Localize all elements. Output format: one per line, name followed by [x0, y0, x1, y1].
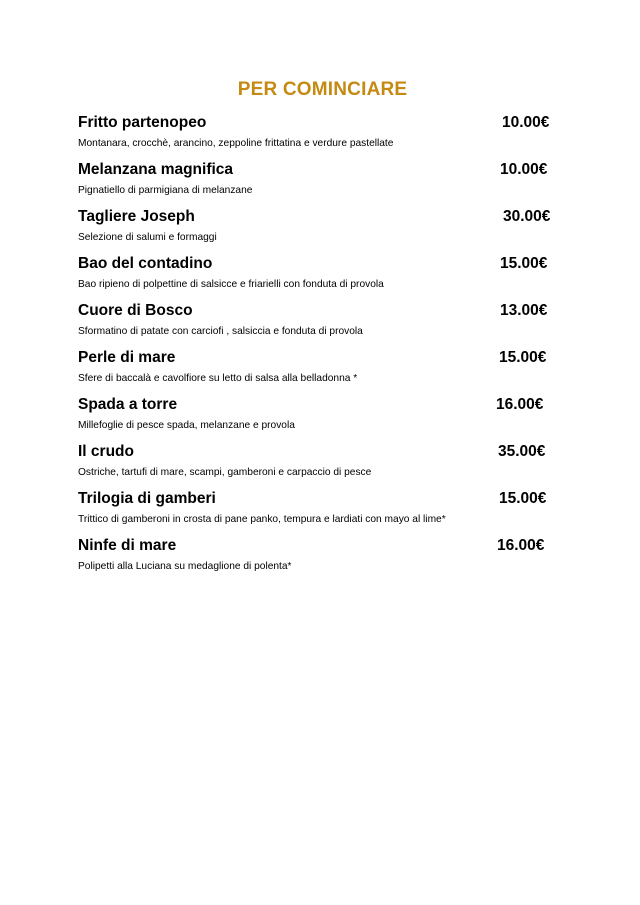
menu-item	[78, 537, 558, 584]
item-name: Tagliere Joseph	[78, 208, 195, 225]
item-description: Polipetti alla Luciana su medaglione di polenta*	[78, 561, 292, 572]
item-price: 15.00€	[499, 490, 547, 507]
menu-item	[78, 490, 558, 537]
item-description: Pignatiello di parmigiana di melanzane	[78, 185, 253, 196]
section-title: PER COMINCIARE	[237, 79, 408, 100]
item-description: Sformatino di patate con carciofi , salsiccia e fonduta di provola	[78, 326, 363, 337]
item-description: Sfere di baccalà e cavolfiore su letto di salsa alla belladonna *	[78, 373, 358, 384]
item-name: Fritto partenopeo	[78, 114, 207, 131]
item-description: Selezione di salumi e formaggi	[78, 232, 217, 243]
item-name: Cuore di Bosco	[78, 302, 193, 319]
item-name: Il crudo	[78, 443, 134, 460]
item-description: Trittico di gamberoni in crosta di pane panko, tempura e lardiati con mayo al lime*	[78, 514, 446, 525]
menu-item	[78, 443, 558, 490]
menu-item	[78, 396, 558, 443]
item-price: 16.00€	[497, 537, 545, 554]
item-description: Ostriche, tartufi di mare, scampi, gamberoni e carpaccio di pesce	[78, 467, 372, 478]
item-name: Perle di mare	[78, 349, 176, 366]
item-description: Montanara, crocchè, arancino, zeppoline frittatina e verdure pastellate	[78, 138, 394, 149]
item-description: Bao ripieno di polpettine di salsicce e friarielli con fonduta di provola	[78, 279, 384, 290]
item-price: 30.00€	[503, 208, 551, 225]
item-price: 15.00€	[499, 349, 547, 366]
menu-item	[78, 255, 558, 302]
item-price: 10.00€	[500, 161, 548, 178]
item-name: Ninfe di mare	[78, 537, 177, 554]
menu-item	[78, 114, 558, 161]
menu-item	[78, 349, 558, 396]
item-price: 13.00€	[500, 302, 548, 319]
menu-item	[78, 161, 558, 208]
item-price: 35.00€	[498, 443, 546, 460]
item-price: 16.00€	[496, 396, 544, 413]
menu-item	[78, 208, 558, 255]
item-name: Spada a torre	[78, 396, 178, 413]
item-name: Trilogia di gamberi	[78, 490, 216, 507]
item-name: Bao del contadino	[78, 255, 213, 272]
item-name: Melanzana magnifica	[78, 161, 234, 178]
item-price: 15.00€	[500, 255, 548, 272]
menu-list	[78, 114, 558, 584]
item-price: 10.00€	[502, 114, 550, 131]
item-description: Millefoglie di pesce spada, melanzane e provola	[78, 420, 295, 431]
menu-item	[78, 302, 558, 349]
